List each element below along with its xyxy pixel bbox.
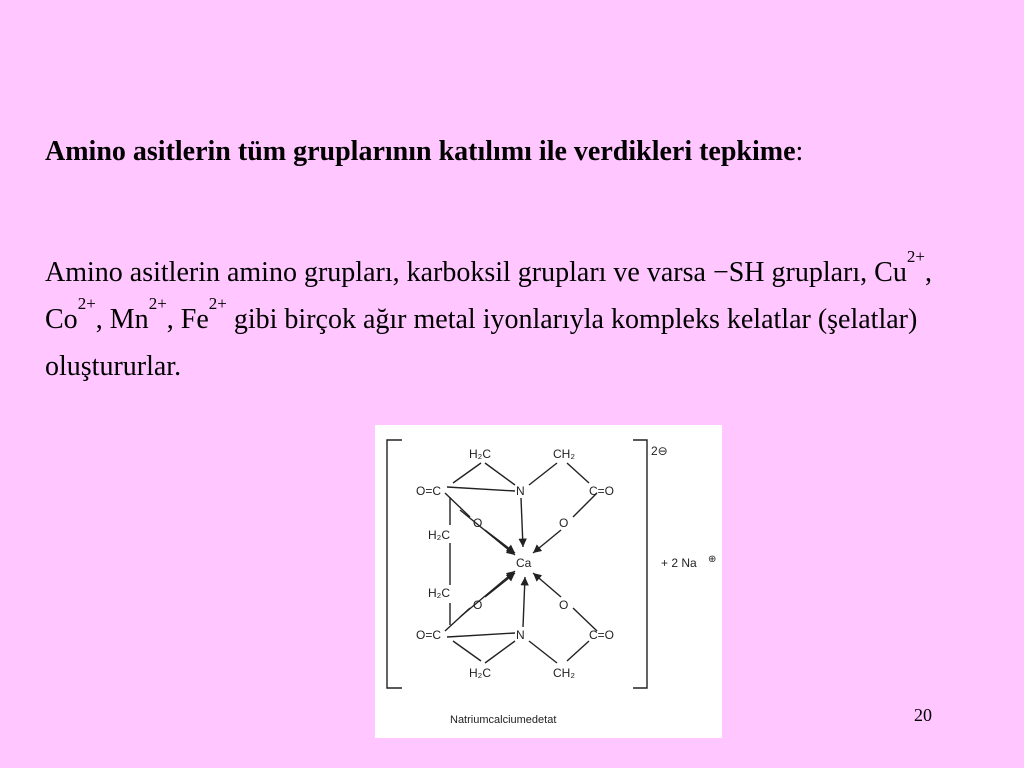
complex-charge: 2⊖ [651, 444, 668, 458]
atom-o-lower-right: O [559, 598, 569, 612]
atom-n-bottom: N [516, 628, 525, 642]
left-bracket [387, 440, 402, 688]
atom-o-lower-left: O [473, 598, 483, 612]
counter-ion: + 2 Na [661, 556, 697, 570]
mn-charge: 2+ [148, 294, 167, 313]
body-text-sep2: , Mn [95, 304, 149, 335]
slide-title [45, 130, 995, 174]
atom-n-top: N [516, 484, 525, 498]
atom-h2c-top-left: H₂C [469, 447, 491, 461]
atom-h2c-mid-1: H₂C [428, 528, 450, 542]
body-text-sep1: , Co [45, 257, 932, 335]
body-text-part2: gibi birçok ağır metal iyonlarıyla kompleks kelatlar (şelatlar) oluştururlar. [45, 304, 918, 382]
counter-ion-charge: ⊕ [708, 554, 717, 565]
atom-ch2-bottom-right: CH₂ [553, 666, 575, 680]
chelate-structure-svg [375, 425, 722, 738]
atom-co-top-left: O=C [416, 484, 442, 498]
body-text-sep3: , Fe [166, 304, 209, 335]
figure-caption: Natriumcalciumedetat [450, 714, 557, 726]
right-bracket [633, 440, 647, 688]
body-paragraph [45, 249, 965, 390]
co-charge: 2+ [77, 294, 96, 313]
atom-co-bottom-left: O=C [416, 628, 442, 642]
slide-title-text: Amino asitlerin tüm gruplarının katılımı ile verdikleri tepkime [45, 136, 796, 167]
slide-title-colon: : [795, 136, 804, 167]
body-text-part1: Amino asitlerin amino grupları, karboksil grupları ve varsa −SH grupları, Cu [45, 257, 907, 288]
cu-charge: 2+ [906, 247, 925, 266]
atom-co-top-right: C=O [589, 484, 615, 498]
atom-o-upper-left: O [473, 516, 483, 530]
atom-o-upper-right: O [559, 516, 569, 530]
page-number: 20 [914, 705, 932, 725]
chelate-structure-figure [375, 425, 722, 738]
atom-co-bottom-right: C=O [589, 628, 615, 642]
atom-ca: Ca [516, 556, 532, 570]
atom-h2c-mid-2: H₂C [428, 586, 450, 600]
atom-h2c-bottom-left: H₂C [469, 666, 491, 680]
fe-charge: 2+ [208, 294, 227, 313]
atom-ch2-top-right: CH₂ [553, 447, 575, 461]
